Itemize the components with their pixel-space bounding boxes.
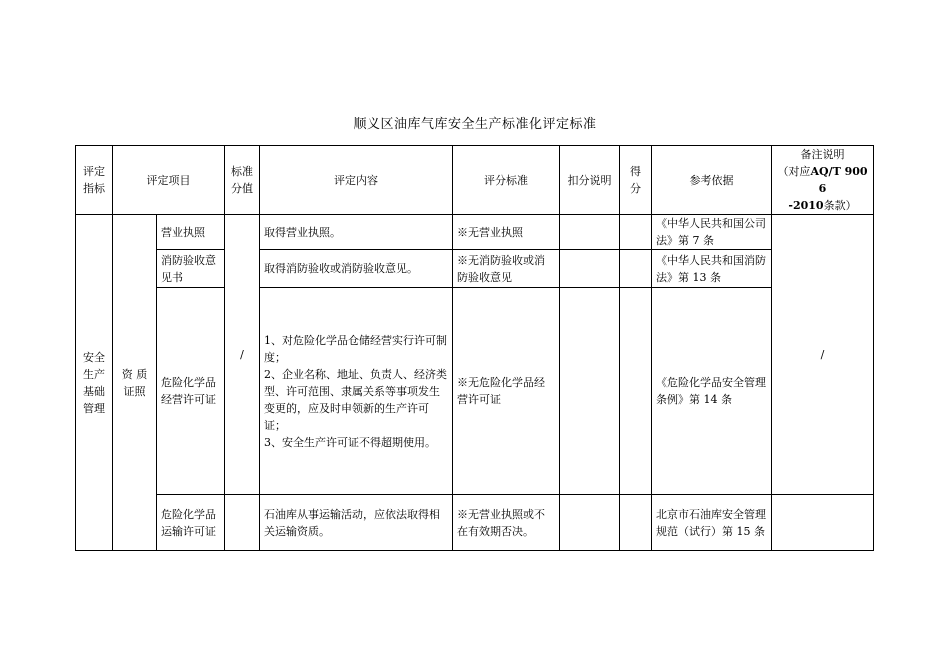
standard-score-cell xyxy=(225,495,260,551)
table-row xyxy=(76,495,874,551)
category-cell: 资 质 证照 xyxy=(113,215,157,551)
score-cell xyxy=(620,250,652,288)
deduction-cell xyxy=(560,288,620,495)
remarks-cell xyxy=(772,495,874,551)
deduction-cell xyxy=(560,250,620,288)
header-deduction: 扣分说明 xyxy=(560,146,620,215)
header-item: 评定项目 xyxy=(113,146,225,215)
deduction-cell xyxy=(560,215,620,250)
content-cell: 1、对危险化学品仓储经营实行许可制度； 2、企业名称、地址、负责人、经济类型、许可范围、隶属关系等事项发生变更的，应及时申领新的生产许可证； 3、安全生产许可证不得超期使用。 xyxy=(260,288,453,495)
standard-score-cell: / xyxy=(225,215,260,495)
item-cell: 危险化学品经营许可证 xyxy=(157,288,225,495)
score-cell xyxy=(620,495,652,551)
evaluation-table xyxy=(75,145,874,551)
header-remarks: 备注说明 （对应AQ/T 9006 -2010条款） xyxy=(772,146,874,215)
deduction-cell xyxy=(560,495,620,551)
criteria-cell: ※无危险化学品经营许可证 xyxy=(453,288,560,495)
reference-cell: 《中华人民共和国公司法》第 7 条 xyxy=(652,215,772,250)
criteria-cell: ※无营业执照 xyxy=(453,215,560,250)
reference-cell: 《中华人民共和国消防法》第 13 条 xyxy=(652,250,772,288)
reference-cell: 北京市石油库安全管理规范（试行）第 15 条 xyxy=(652,495,772,551)
header-row xyxy=(76,146,874,215)
page-title: 顺义区油库气库安全生产标准化评定标准 xyxy=(353,117,597,132)
content-cell: 石油库从事运输活动，应依法取得相关运输资质。 xyxy=(260,495,453,551)
header-score: 得 分 xyxy=(620,146,652,215)
remarks-cell: / xyxy=(772,215,874,495)
indicator-cell: 安全 生产 基础 管理 xyxy=(76,215,113,551)
score-cell xyxy=(620,215,652,250)
criteria-cell: ※无营业执照或不在有效期否决。 xyxy=(453,495,560,551)
score-cell xyxy=(620,288,652,495)
table-row xyxy=(76,288,874,495)
content-cell: 取得消防验收或消防验收意见。 xyxy=(260,250,453,288)
header-standard-score: 标准 分值 xyxy=(225,146,260,215)
header-criteria: 评分标准 xyxy=(453,146,560,215)
table-row xyxy=(76,215,874,250)
header-content: 评定内容 xyxy=(260,146,453,215)
content-cell: 取得营业执照。 xyxy=(260,215,453,250)
header-reference: 参考依据 xyxy=(652,146,772,215)
header-indicator: 评定 指标 xyxy=(76,146,113,215)
item-cell: 消防验收意见书 xyxy=(157,250,225,288)
item-cell: 营业执照 xyxy=(157,215,225,250)
item-cell: 危险化学品运输许可证 xyxy=(157,495,225,551)
criteria-cell: ※无消防验收或消防验收意见 xyxy=(453,250,560,288)
reference-cell: 《危险化学品安全管理条例》第 14 条 xyxy=(652,288,772,495)
table-row xyxy=(76,250,874,288)
